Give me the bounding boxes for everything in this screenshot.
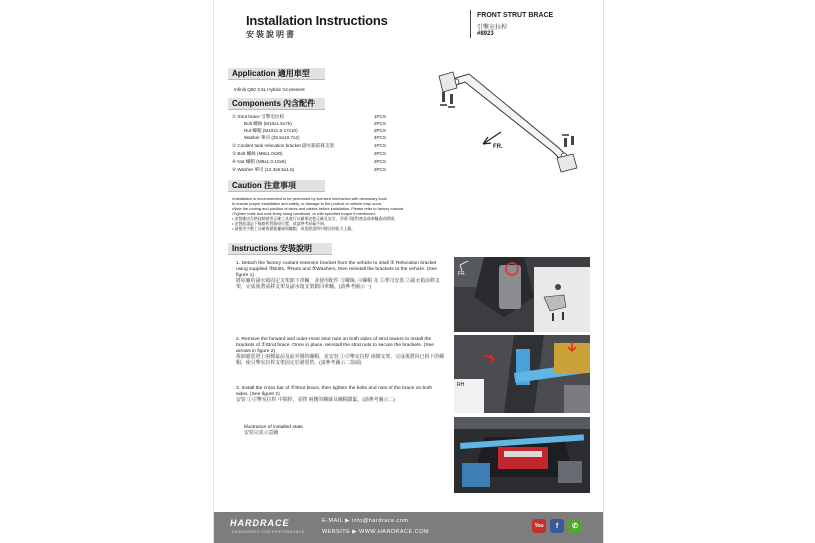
strut-brace-bar-edge bbox=[469, 74, 561, 150]
instruction-step-2 bbox=[236, 337, 446, 367]
installed-state-photo bbox=[454, 417, 590, 493]
left-hardware bbox=[440, 92, 455, 108]
product-code: #8923 bbox=[477, 31, 494, 37]
caution-line: •Installation is recommended to be performed by licensed mechanics with necessary tools bbox=[232, 196, 387, 201]
front-arrow-icon bbox=[483, 132, 501, 144]
component-row: ① Strut brace 引擎室拉桿 bbox=[232, 114, 285, 119]
component-qty: 1PCS bbox=[374, 114, 387, 119]
footer-website[interactable]: WEBSITE ▶ WWW.HARDRACE.COM bbox=[322, 529, 430, 535]
step-text-cn: 拆卸避震塔上兩側最前及最外側的螺帽，並安裝 ①引擎室拉桿 兩側支架，完成後將回已拆下的螺帽，使引擎室拉桿支架固定於避震塔。(請參考圖示二箭頭) bbox=[236, 355, 445, 367]
component-qty: 2PCS bbox=[374, 128, 387, 133]
component-row: ④ Nut 螺帽 (M8x1.0-10x5) bbox=[232, 159, 286, 164]
footer-email[interactable]: E-MAIL ▶ info@hardrace.com bbox=[322, 518, 409, 524]
caution-line: to ensure proper installation and safety, or damage to the product or vehicle may occur. bbox=[232, 201, 383, 206]
instruction-step-3 bbox=[236, 386, 446, 404]
component-qty: 2PCS bbox=[374, 167, 387, 172]
caution-line: •Tighten bolts and nuts firmly using handtools, or with specified torque if mentioned. bbox=[232, 211, 376, 216]
step-text-cn: 安裝 ①引擎室拉桿 中間桿，並將 兩側的螺絲及螺帽鎖緊。(請參考圖示二) bbox=[236, 398, 395, 404]
caution-line: • 安裝前請記下線路和管路原位置，或請參考原廠手冊。 bbox=[232, 221, 328, 226]
component-row: ③ Bolt 螺絲 (M8x1.0x20) bbox=[232, 151, 283, 156]
step-text-en: 1. Detach the factory coolant reservior bracket from the vehicle to intall ② Relocation bracket using supplied ③Bolts, ④Nuts and ⑤Washers, then reinstall the brackets to the vehicle. (See figure 1) bbox=[236, 261, 438, 279]
step-text-cn: 將原廠的副水箱固定支架卸下車輛，並使用配件 ③螺絲, ④螺帽 及 ⑤華司安裝 ②副水箱前移支架，完成後將前移支架及副水箱支架鎖回車輛。(請參考圖示一) bbox=[236, 279, 440, 291]
application-vehicle: Infiniti Q50 3.5L Hybrid '14-present bbox=[234, 87, 305, 92]
right-hardware bbox=[562, 134, 574, 147]
illustration-caption bbox=[244, 425, 454, 437]
facebook-icon[interactable]: f bbox=[550, 519, 564, 533]
figure-1-label: FR. bbox=[458, 271, 467, 277]
product-name: FRONT STRUT BRACE bbox=[477, 12, 554, 19]
illustration-text-en: Illustration of installed state bbox=[244, 425, 303, 430]
strut-brace-diagram bbox=[409, 58, 599, 178]
header-divider bbox=[470, 10, 471, 38]
brand-logo: HARDRACE bbox=[230, 518, 290, 528]
strut-brace-bar bbox=[449, 74, 569, 162]
youtube-icon[interactable]: You bbox=[532, 519, 546, 533]
application-heading: Application 適用車型 bbox=[228, 68, 325, 80]
component-row: Nut 螺帽 (M10x1.5-17x10) bbox=[244, 128, 298, 133]
wechat-icon[interactable]: ✆ bbox=[568, 519, 582, 533]
instruction-step-1 bbox=[236, 261, 446, 291]
component-qty: 2PCS bbox=[374, 151, 387, 156]
illustration-text-cn: 安裝完成示意圖 bbox=[244, 431, 279, 437]
caution-line: •Note the routing and position of wires and cables before installation. Please refer to factory manual. bbox=[232, 206, 405, 211]
figure-1-photo bbox=[454, 257, 590, 332]
caution-heading: Caution 注意事項 bbox=[228, 180, 325, 192]
instructions-heading: Instructions 安裝說明 bbox=[228, 243, 332, 255]
brand-tagline: ENGINEERED FOR PERFORMANCE bbox=[232, 530, 305, 534]
step-text-en: 3. Install the cross bar of ①Strut brace, then tighten the bolts and nuts of the brace on both sides. (See figure 2) bbox=[236, 386, 433, 398]
instruction-sheet bbox=[213, 0, 604, 543]
components-heading: Components 內含配件 bbox=[228, 98, 325, 110]
figure-2-photo bbox=[454, 335, 590, 413]
caution-line: • 請使用手動工具確實鎖緊螺絲與螺帽，或依照說明中標註的扭力上鎖。 bbox=[232, 226, 356, 231]
left-bracket bbox=[439, 72, 457, 92]
step-text-en: 2. Remove the forward and outer-most strut nuts on both sides of strut towers to install the brackets of ①Strut brace. Once in place, reinstall the strut nuts to secure the brackets. (See arrows in figure 2) bbox=[236, 337, 434, 355]
caution-line: • 安裝應由合格技師使用正確工具進行以確保安裝正確及安全，否則可能對產品或車輛造成損壞。 bbox=[232, 216, 398, 221]
component-row: ⑤ Washer 華司 (12.3x6.5x1.5) bbox=[232, 167, 295, 172]
component-qty: 2PCS bbox=[374, 121, 387, 126]
product-name-chinese: 引擎室拉桿 bbox=[477, 25, 508, 31]
component-qty: 2PCS bbox=[374, 159, 387, 164]
figure-2-label: RH bbox=[457, 382, 465, 388]
page-title-chinese: 安裝說明書 bbox=[246, 30, 296, 39]
component-row: Bolt 螺絲 (M10x1.5x75) bbox=[244, 121, 292, 126]
component-qty: 1PCS bbox=[374, 143, 387, 148]
front-arrow-label: FR. bbox=[493, 144, 503, 150]
component-row: ② Coolant tank relocation bracket 副水箱前移支架 bbox=[232, 143, 335, 148]
component-qty: 4PCS bbox=[374, 135, 387, 140]
component-row: Washer 華司 (20.5x10.7x2) bbox=[244, 135, 300, 140]
page-title: Installation Instructions bbox=[246, 13, 388, 28]
